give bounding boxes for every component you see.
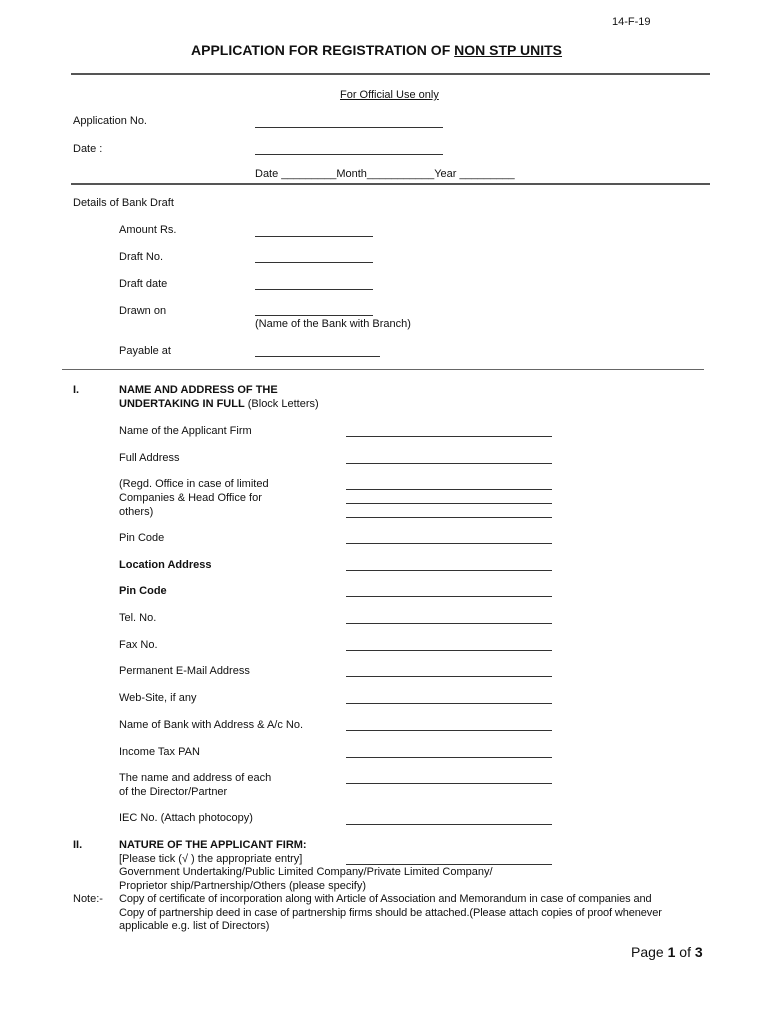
tel-no-label: Tel. No. <box>119 612 157 624</box>
full-address-field[interactable] <box>346 463 552 464</box>
directors-field[interactable] <box>346 783 552 784</box>
email-field[interactable] <box>346 676 552 677</box>
date-month-year-field[interactable]: Date _________Month___________Year _________ <box>255 168 515 180</box>
page-current: 1 <box>667 944 676 960</box>
pan-field[interactable] <box>346 757 552 758</box>
website-label: Web-Site, if any <box>119 692 197 704</box>
bank-account-field[interactable] <box>346 730 552 731</box>
regd-office-field-2[interactable] <box>346 503 552 504</box>
note-line-3: applicable e.g. list of Directors) <box>119 920 270 932</box>
section1-heading-line2 <box>119 398 319 410</box>
full-address-label: Full Address <box>119 452 180 464</box>
payable-at-label: Payable at <box>119 345 171 357</box>
tick-instruction: [Please tick (√ ) the appropriate entry] <box>119 853 303 865</box>
iec-label: IEC No. (Attach photocopy) <box>119 812 253 824</box>
applicant-firm-label: Name of the Applicant Firm <box>119 425 252 437</box>
location-address-field[interactable] <box>346 570 552 571</box>
firm-nature-field[interactable] <box>346 864 552 865</box>
draft-date-field[interactable] <box>255 289 373 290</box>
title-prefix: APPLICATION FOR REGISTRATION OF <box>191 42 455 58</box>
page-total: 3 <box>694 944 703 960</box>
section2-heading: NATURE OF THE APPLICANT FIRM: <box>119 839 307 851</box>
application-no-field[interactable] <box>255 127 443 128</box>
title-divider <box>71 73 710 75</box>
title-underlined: NON STP UNITS <box>454 42 563 58</box>
draft-no-label: Draft No. <box>119 251 164 263</box>
pan-label: Income Tax PAN <box>119 746 200 758</box>
fax-no-label: Fax No. <box>119 639 158 651</box>
location-address-label: Location Address <box>119 559 212 571</box>
page-of: of <box>675 944 695 960</box>
section1-heading-line1: NAME AND ADDRESS OF THE <box>119 384 278 396</box>
draft-no-field[interactable] <box>255 262 373 263</box>
website-field[interactable] <box>346 703 552 704</box>
page-title <box>191 42 562 58</box>
draft-date-label: Draft date <box>119 278 168 290</box>
tel-no-field[interactable] <box>346 623 552 624</box>
section1-heading-bold: UNDERTAKING IN FULL <box>119 398 245 410</box>
date-label: Date : <box>73 143 103 155</box>
fax-no-field[interactable] <box>346 650 552 651</box>
regd-office-label-1: (Regd. Office in case of limited <box>119 478 269 490</box>
payable-at-field[interactable] <box>255 356 380 357</box>
note-line-1: Copy of certificate of incorporation along with Article of Association and Memorandum in case of companies and <box>119 893 652 905</box>
amount-field[interactable] <box>255 236 373 237</box>
note-label: Note:- <box>73 893 103 905</box>
directors-label-1: The name and address of each <box>119 772 272 784</box>
regd-office-field-3[interactable] <box>346 517 552 518</box>
drawn-on-hint: (Name of the Bank with Branch) <box>255 318 411 330</box>
location-pin-code-label: Pin Code <box>119 585 167 597</box>
pin-code-field[interactable] <box>346 543 552 544</box>
note-line-2: Copy of partnership deed in case of partnership firms should be attached.(Please attach copies of proof whenever <box>119 907 662 919</box>
location-pin-code-field[interactable] <box>346 596 552 597</box>
official-divider <box>71 183 710 185</box>
drawn-on-label: Drawn on <box>119 305 167 317</box>
section1-number: I. <box>73 384 80 396</box>
amount-label: Amount Rs. <box>119 224 177 236</box>
firm-nature-options-2: Proprietor ship/Partnership/Others (please specify) <box>119 880 366 892</box>
date-field[interactable] <box>255 154 443 155</box>
bank-account-label: Name of Bank with Address & A/c No. <box>119 719 304 731</box>
firm-nature-options-1: Government Undertaking/Public Limited Company/Private Limited Company/ <box>119 866 493 878</box>
pin-code-label: Pin Code <box>119 532 165 544</box>
regd-office-label-2: Companies & Head Office for <box>119 492 262 504</box>
section1-heading-normal: (Block Letters) <box>244 398 319 410</box>
iec-field[interactable] <box>346 824 552 825</box>
section2-number: II. <box>73 839 83 851</box>
bank-draft-heading: Details of Bank Draft <box>73 197 174 209</box>
regd-office-label-3: others) <box>119 506 154 518</box>
application-no-label: Application No. <box>73 115 147 127</box>
page-word: Page <box>631 944 668 960</box>
directors-label-2: of the Director/Partner <box>119 786 228 798</box>
email-label: Permanent E-Mail Address <box>119 665 250 677</box>
regd-office-field-1[interactable] <box>346 489 552 490</box>
bank-draft-divider <box>62 369 704 370</box>
drawn-on-field[interactable] <box>255 315 373 316</box>
official-use-heading: For Official Use only <box>340 89 439 101</box>
form-code: 14-F-19 <box>612 16 651 28</box>
applicant-firm-field[interactable] <box>346 436 552 437</box>
page-indicator <box>631 944 703 960</box>
